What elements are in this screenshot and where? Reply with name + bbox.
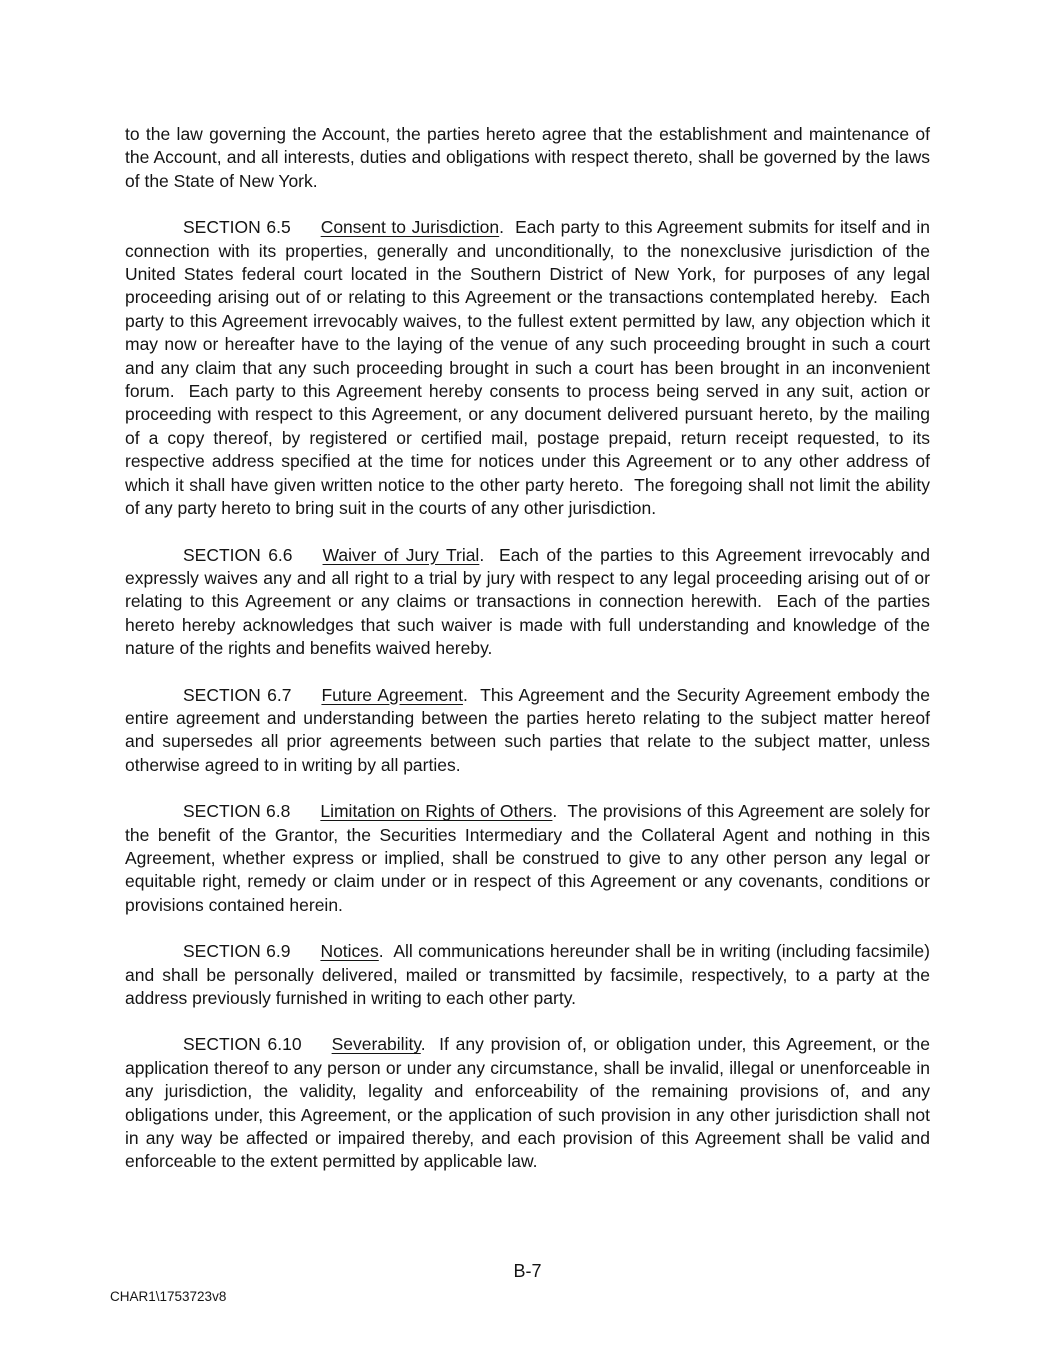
section-6-5-consent-to-jurisdiction: [125, 216, 935, 520]
section-title: Waiver of Jury Trial: [322, 544, 480, 565]
section-6-6-waiver-of-jury-trial: [125, 544, 935, 661]
paragraph-governing-law-continuation: to the law governing the Account, the parties hereto agree that the establishment and maintenance of the Account, and all interests, duties and obligations with respect thereto, shall be governed by the laws of the State of New York.: [125, 124, 935, 191]
section-title: Future Agreement: [321, 684, 463, 705]
document-id: CHAR1\1753723v8: [110, 1289, 227, 1304]
page-number: B-7: [513, 1261, 542, 1281]
section-text: . Each of the parties to this Agreement irrevocably and expressly waives any and all right to a trial by jury with respect to any legal proceeding arising out of or relating to this Agreement or any claims or transactions in connection herewith. Each of the parties hereto hereby acknowledges that such waiver is made with full understanding and knowledge of the nature of the rights and benefits waived hereby.: [125, 544, 935, 659]
section-6-8-limitation-on-rights-of-others: [125, 800, 935, 917]
section-label: SECTION 6.8: [183, 801, 291, 822]
section-title: Consent to Jurisdiction: [320, 217, 500, 238]
section-6-10-severability: [125, 1033, 935, 1173]
section-title: Notices: [320, 941, 379, 962]
section-title: Limitation on Rights of Others: [320, 801, 553, 822]
section-label: SECTION 6.5: [183, 217, 291, 238]
section-text: . The provisions of this Agreement are solely for the benefit of the Grantor, the Securities Intermediary and the Collateral Agent and nothing in this Agreement, whether express or implied, shall be construed to give to any other person any legal or equitable right, remedy or claim under or in respect of this Agreement or any covenants, conditions or provisions contained herein.: [125, 801, 935, 915]
section-text: . If any provision of, or obligation under, this Agreement, or the application thereof to any person or under any circumstance, shall be invalid, illegal or unenforceable in any jurisdiction, the validity, legality and enforceability of the remaining provisions of, and any obligations under, this Agreement, or the application of such provision in any other jurisdiction shall not in any way be affected or impaired thereby, and each provision of this Agreement shall be valid and enforceable to the extent permitted by applicable law.: [125, 1034, 935, 1172]
section-text: . All communications hereunder shall be in writing (including facsimile) and shall be personally delivered, mailed or transmitted by facsimile, respectively, to a party at the address previously furnished in writing to each other party.: [125, 941, 935, 1008]
section-title: Severability: [331, 1034, 421, 1055]
document-body: [125, 123, 935, 1174]
section-label: SECTION 6.7: [183, 684, 292, 705]
section-6-9-notices: [125, 940, 935, 1010]
section-label: SECTION 6.6: [183, 544, 293, 565]
section-text: . Each party to this Agreement submits for itself and in connection with its properties, generally and unconditionally, to the nonexclusive jurisdiction of the United States federal court located in the Southern District of New York, for purposes of any legal proceeding arising out of or relating to this Agreement or the transactions contemplated hereby. Each party to this Agreement irrevocably waives, to the fullest extent permitted by law, any objection which it may now or hereafter have to the laying of the venue of any such proceeding brought in such a court and any claim that any such proceeding brought in such a court has been brought in an inconvenient forum. Each party to this Agreement hereby consents to process being served in any suit, action or proceeding with respect to this Agreement, or any document delivered pursuant hereto, by the mailing of a copy thereof, by registered or certified mail, postage prepaid, return receipt requested, to its respective address specified at the time for notices under this Agreement or to any other address of which it shall have given written notice to the other party hereto. The foregoing shall not limit the ability of any party hereto to bring suit in the courts of any other jurisdiction.: [125, 217, 935, 519]
section-label: SECTION 6.9: [183, 941, 291, 962]
section-label: SECTION 6.10: [183, 1034, 302, 1055]
section-text: . This Agreement and the Security Agreement embody the entire agreement and understanding between the parties hereto relating to the subject matter hereof and supersedes all prior agreements between such parties that relate to the subject matter, unless otherwise agreed to in writing by all parties.: [125, 684, 935, 775]
section-6-7-future-agreement: [125, 684, 935, 778]
